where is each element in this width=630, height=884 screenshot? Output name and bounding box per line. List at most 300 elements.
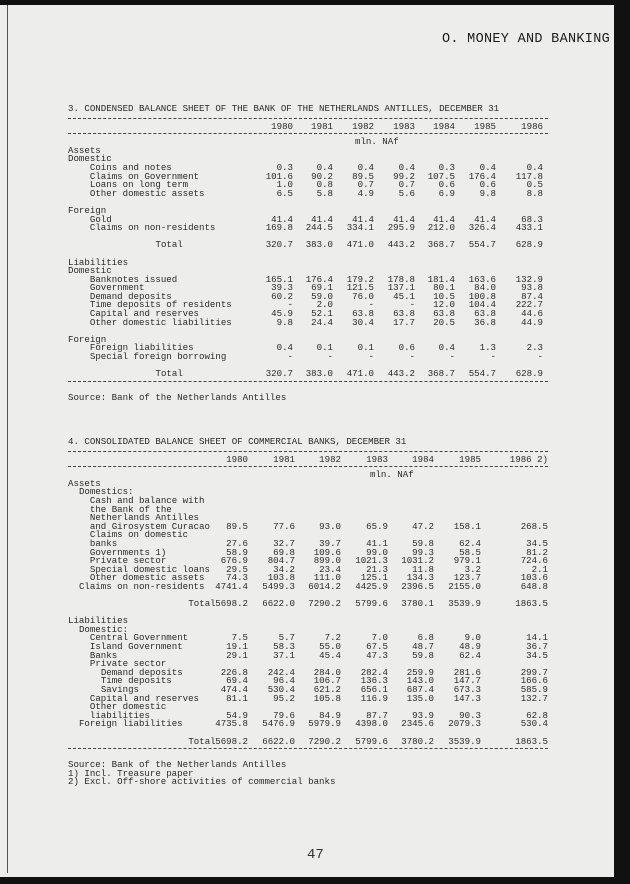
cell-value: 132.9: [515, 273, 543, 285]
cell-value: 76.0: [352, 290, 374, 302]
cell-value: 181.4: [427, 273, 455, 285]
cell-value: 295.9: [387, 222, 415, 234]
cell-value: 8.8: [526, 187, 543, 199]
unit-label: mln. NAf: [355, 136, 399, 148]
cell-value: 6014.2: [308, 580, 341, 592]
cell-value: 7.5: [231, 632, 248, 644]
spacer: [68, 250, 548, 259]
divider: [68, 451, 548, 452]
cell-value: 724.6: [520, 555, 548, 567]
cell-value: 166.6: [520, 675, 548, 687]
cell-value: 5499.3: [262, 580, 295, 592]
cell-value: 48.9: [459, 641, 481, 653]
cell-value: 158.1: [453, 520, 481, 532]
document-page: [0, 5, 614, 877]
row-label: Governments 1): [89, 546, 167, 558]
year-column-header: 1985: [459, 453, 481, 465]
cell-value: 137.1: [387, 282, 415, 294]
cell-value: 125.1: [360, 572, 388, 584]
footnote: 2) Excl. Off-shore activities of commercial banks: [68, 776, 336, 788]
cell-value: -: [368, 299, 374, 311]
cell-value: 21.3: [366, 563, 388, 575]
cell-value: 9.8: [276, 316, 293, 328]
cell-value: 101.6: [265, 170, 293, 182]
cell-value: 0.1: [316, 342, 333, 354]
table-row: [68, 580, 548, 592]
cell-value: 69.4: [226, 675, 248, 687]
year-column-header: 1986 2): [509, 453, 548, 465]
row-label: Other domestic assets: [89, 187, 205, 199]
cell-value: 2396.5: [401, 580, 434, 592]
cell-value: 41.4: [433, 213, 455, 225]
row-label: Foreign: [68, 204, 107, 216]
cell-value: 47.2: [412, 520, 434, 532]
cell-value: 1.3: [479, 342, 496, 354]
year-column-header: 1982: [352, 120, 374, 132]
year-column-header: 1984: [433, 120, 455, 132]
cell-value: 178.8: [387, 273, 415, 285]
cell-value: 368.7: [427, 368, 455, 380]
cell-value: 656.1: [360, 684, 388, 696]
table-row: [68, 353, 548, 362]
section-header: O. MONEY AND BANKING: [441, 32, 610, 47]
cell-value: 143.0: [406, 675, 434, 687]
cell-value: 95.2: [273, 692, 295, 704]
cell-value: 4741.4: [215, 580, 248, 592]
cell-value: 63.8: [433, 308, 455, 320]
cell-value: 0.4: [357, 161, 374, 173]
cell-value: 106.7: [313, 675, 341, 687]
year-column-header: 1980: [271, 120, 293, 132]
cell-value: 163.6: [468, 273, 496, 285]
cell-value: 0.4: [438, 342, 455, 354]
table-row: [68, 316, 548, 328]
cell-value: 100.8: [468, 290, 496, 302]
cell-value: 169.8: [265, 222, 293, 234]
cell-value: 979.1: [453, 555, 481, 567]
cell-value: 29.5: [226, 563, 248, 575]
cell-value: 268.5: [520, 520, 548, 532]
cell-value: 5698.2: [215, 598, 248, 610]
cell-value: 0.4: [316, 161, 333, 173]
row-label: Total: [188, 735, 216, 747]
cell-value: 5.7: [278, 632, 295, 644]
divider: [68, 466, 548, 467]
table-4-footnotes: [68, 761, 548, 787]
cell-value: -: [287, 351, 293, 363]
year-column-header: 1983: [366, 453, 388, 465]
table-row: [68, 256, 548, 268]
table-3-year-header: [68, 120, 548, 132]
footnote: 1) Incl. Treasure paper: [68, 767, 194, 779]
row-label: Other domestic assets: [89, 572, 205, 584]
year-column-header: 1981: [273, 453, 295, 465]
cell-value: 648.8: [520, 580, 548, 592]
row-label: Netherlands Antilles: [89, 512, 200, 524]
cell-value: 320.7: [265, 239, 293, 251]
cell-value: 179.2: [346, 273, 374, 285]
cell-value: 29.1: [226, 649, 248, 661]
cell-value: 804.7: [267, 555, 295, 567]
cell-value: 5.8: [316, 187, 333, 199]
cell-value: 34.5: [526, 649, 548, 661]
row-label: Banknotes issued: [89, 273, 178, 285]
row-label: Other domestic liabilities: [89, 316, 232, 328]
cell-value: 69.1: [311, 282, 333, 294]
cell-value: 63.8: [474, 308, 496, 320]
row-label: Private sector: [89, 555, 167, 567]
cell-value: 585.9: [520, 684, 548, 696]
table-row: [68, 477, 548, 489]
cell-value: 79.6: [273, 709, 295, 721]
cell-value: 433.1: [515, 222, 543, 234]
table-row: [68, 617, 548, 626]
binding-edge-line: [7, 5, 8, 873]
cell-value: 0.4: [276, 342, 293, 354]
cell-value: 90.2: [311, 170, 333, 182]
cell-value: 2345.6: [401, 718, 434, 730]
row-label: Government: [89, 282, 145, 294]
cell-value: 105.8: [313, 692, 341, 704]
cell-value: 7.2: [324, 632, 341, 644]
row-label: Total: [155, 368, 183, 380]
cell-value: 443.2: [387, 368, 415, 380]
row-label: Foreign liabilities: [78, 718, 183, 730]
year-column-header: 1981: [311, 120, 333, 132]
row-label: Total: [188, 598, 216, 610]
page-number: 47: [307, 847, 324, 863]
cell-value: 132.7: [520, 692, 548, 704]
cell-value: 147.7: [453, 675, 481, 687]
cell-value: 37.1: [273, 649, 295, 661]
row-label: Cash and balance with: [89, 494, 205, 506]
cell-value: 63.8: [393, 308, 415, 320]
row-label: Claims on non-residents: [89, 222, 216, 234]
cell-value: 67.5: [366, 641, 388, 653]
table-4: [68, 438, 548, 787]
row-label: Foreign: [68, 333, 107, 345]
cell-value: 77.6: [273, 520, 295, 532]
cell-value: 116.9: [360, 692, 388, 704]
cell-value: 80.1: [433, 282, 455, 294]
row-label: Foreign liabilities: [89, 342, 194, 354]
cell-value: 5799.6: [355, 735, 388, 747]
cell-value: 44.9: [521, 316, 543, 328]
cell-value: 334.1: [346, 222, 374, 234]
row-label: Claims on Government: [89, 170, 200, 182]
table-3-body: [68, 144, 548, 380]
year-column-header: 1986: [521, 120, 543, 132]
table-3-title: 3. CONDENSED BALANCE SHEET OF THE BANK OF THE NETHERLANDS ANTILLES, DECEMBER 31: [68, 103, 500, 114]
row-label: Demand deposits: [100, 666, 183, 678]
unit-label: mln. NAf: [370, 469, 414, 481]
cell-value: 0.4: [398, 161, 415, 173]
cell-value: 39.3: [271, 282, 293, 294]
cell-value: 17.7: [393, 316, 415, 328]
cell-value: 0.3: [276, 161, 293, 173]
table-4-body: [68, 477, 548, 747]
row-label: Other domestic: [89, 701, 167, 713]
cell-value: 121.5: [346, 282, 374, 294]
row-label: Banks: [89, 649, 118, 661]
cell-value: 90.3: [459, 709, 481, 721]
cell-value: 60.2: [271, 290, 293, 302]
table-row: [68, 370, 548, 379]
cell-value: 62.4: [459, 537, 481, 549]
cell-value: 554.7: [468, 239, 496, 251]
divider: [68, 133, 548, 134]
cell-value: 628.9: [515, 239, 543, 251]
row-label: Gold: [89, 213, 112, 225]
row-label: Time deposits of residents: [89, 299, 232, 311]
divider: [68, 381, 548, 382]
row-label: Liabilities: [68, 256, 129, 268]
cell-value: 0.3: [438, 161, 455, 173]
cell-value: -: [327, 351, 333, 363]
row-label: Capital and reserves: [89, 692, 200, 704]
cell-value: 3780.1: [401, 598, 434, 610]
cell-value: 45.4: [319, 649, 341, 661]
cell-value: 103.8: [267, 572, 295, 584]
year-column-header: 1982: [319, 453, 341, 465]
cell-value: 471.0: [346, 239, 374, 251]
cell-value: 0.5: [526, 179, 543, 191]
row-label: liabilities: [89, 709, 150, 721]
cell-value: 2.3: [526, 342, 543, 354]
cell-value: 7290.2: [308, 598, 341, 610]
table-3-unit-row: [68, 138, 548, 147]
cell-value: 0.7: [357, 179, 374, 191]
row-label: Private sector: [89, 658, 167, 670]
table-row: [68, 224, 548, 233]
cell-value: 111.0: [313, 572, 341, 584]
row-label: Liabilities: [68, 615, 129, 627]
cell-value: 41.4: [474, 213, 496, 225]
cell-value: 20.5: [433, 316, 455, 328]
cell-value: 45.1: [393, 290, 415, 302]
table-row: [68, 600, 548, 609]
cell-value: 58.3: [273, 641, 295, 653]
cell-value: 147.3: [453, 692, 481, 704]
row-label: Special domestic loans: [89, 563, 210, 575]
cell-value: 99.3: [412, 546, 434, 558]
cell-value: 41.4: [393, 213, 415, 225]
cell-value: 0.4: [526, 161, 543, 173]
table-row: [68, 735, 548, 747]
cell-value: 55.0: [319, 641, 341, 653]
cell-value: 47.3: [366, 649, 388, 661]
cell-value: 87.7: [366, 709, 388, 721]
cell-value: 5476.9: [262, 718, 295, 730]
cell-value: 48.7: [412, 641, 434, 653]
cell-value: 65.9: [366, 520, 388, 532]
cell-value: 1031.2: [401, 555, 434, 567]
cell-value: 62.4: [459, 649, 481, 661]
cell-value: 44.6: [521, 308, 543, 320]
row-label: Savings: [100, 684, 140, 696]
cell-value: 0.7: [398, 179, 415, 191]
cell-value: 63.8: [352, 308, 374, 320]
cell-value: 2155.0: [448, 580, 481, 592]
row-label: Claims on non-residents: [78, 580, 205, 592]
cell-value: 0.8: [316, 179, 333, 191]
cell-value: 676.9: [220, 555, 248, 567]
cell-value: 89.5: [226, 520, 248, 532]
cell-value: 96.4: [273, 675, 295, 687]
cell-value: 117.8: [515, 170, 543, 182]
cell-value: 24.4: [311, 316, 333, 328]
spacer: [68, 198, 548, 207]
cell-value: 81.2: [526, 546, 548, 558]
cell-value: 11.8: [412, 563, 434, 575]
cell-value: 107.5: [427, 170, 455, 182]
table-3: [68, 105, 548, 402]
cell-value: 443.2: [387, 239, 415, 251]
table-4-year-header: [68, 453, 548, 465]
cell-value: 242.4: [267, 666, 295, 678]
cell-value: 9.0: [464, 632, 481, 644]
cell-value: 14.1: [526, 632, 548, 644]
table-4-source: Source: Bank of the Netherlands Antilles: [68, 759, 287, 771]
cell-value: 176.4: [468, 170, 496, 182]
cell-value: 2.0: [316, 299, 333, 311]
cell-value: 0.6: [479, 179, 496, 191]
cell-value: 621.2: [313, 684, 341, 696]
cell-value: -: [287, 299, 293, 311]
cell-value: 54.9: [226, 709, 248, 721]
row-label: Loans on long term: [89, 179, 189, 191]
cell-value: 368.7: [427, 239, 455, 251]
cell-value: 58.9: [226, 546, 248, 558]
cell-value: 299.7: [520, 666, 548, 678]
cell-value: 6622.0: [262, 735, 295, 747]
cell-value: 41.4: [352, 213, 374, 225]
cell-value: 2079.3: [448, 718, 481, 730]
cell-value: 104.4: [468, 299, 496, 311]
row-label: Demand deposits: [89, 290, 172, 302]
cell-value: 135.0: [406, 692, 434, 704]
cell-value: 84.0: [474, 282, 496, 294]
row-label: Domestic: [68, 265, 112, 277]
cell-value: 39.7: [319, 537, 341, 549]
cell-value: -: [409, 351, 415, 363]
cell-value: 59.8: [412, 649, 434, 661]
cell-value: 4.9: [357, 187, 374, 199]
cell-value: 4735.8: [215, 718, 248, 730]
row-label: Central Government: [89, 632, 189, 644]
cell-value: 0.4: [479, 161, 496, 173]
cell-value: 5698.2: [215, 735, 248, 747]
cell-value: 30.4: [352, 316, 374, 328]
cell-value: 62.8: [526, 709, 548, 721]
cell-value: 52.1: [311, 308, 333, 320]
cell-value: 259.9: [406, 666, 434, 678]
cell-value: 34.2: [273, 563, 295, 575]
year-column-header: 1980: [226, 453, 248, 465]
cell-value: 628.9: [515, 368, 543, 380]
cell-value: 6.8: [417, 632, 434, 644]
cell-value: 34.5: [526, 537, 548, 549]
year-column-header: 1984: [412, 453, 434, 465]
cell-value: 58.5: [459, 546, 481, 558]
cell-value: 165.1: [265, 273, 293, 285]
cell-value: 474.4: [220, 684, 248, 696]
cell-value: 383.0: [305, 368, 333, 380]
cell-value: 109.6: [313, 546, 341, 558]
table-4-unit-row: [68, 471, 548, 480]
cell-value: 530.4: [520, 718, 548, 730]
cell-value: 212.0: [427, 222, 455, 234]
cell-value: 554.7: [468, 368, 496, 380]
cell-value: 59.0: [311, 290, 333, 302]
row-label: Claims on domestic: [89, 529, 189, 541]
cell-value: 36.8: [474, 316, 496, 328]
row-label: Total: [155, 239, 183, 251]
cell-value: 383.0: [305, 239, 333, 251]
cell-value: 1.0: [276, 179, 293, 191]
cell-value: 99.0: [366, 546, 388, 558]
year-column-header: 1985: [474, 120, 496, 132]
cell-value: 99.2: [393, 170, 415, 182]
cell-value: -: [409, 299, 415, 311]
cell-value: 5979.9: [308, 718, 341, 730]
spacer: [68, 609, 548, 618]
row-label: and Girosystem Curacao: [89, 520, 210, 532]
cell-value: 2.1: [531, 563, 548, 575]
cell-value: 7.0: [371, 632, 388, 644]
divider: [68, 748, 548, 749]
cell-value: 134.3: [406, 572, 434, 584]
spacer: [68, 327, 548, 336]
row-label: Assets: [68, 477, 101, 489]
cell-value: 59.8: [412, 537, 434, 549]
cell-value: 673.3: [453, 684, 481, 696]
cell-value: 36.7: [526, 641, 548, 653]
cell-value: 89.5: [352, 170, 374, 182]
cell-value: 1863.5: [515, 598, 548, 610]
cell-value: 93.8: [521, 282, 543, 294]
row-label: Coins and notes: [89, 161, 172, 173]
cell-value: 19.1: [226, 641, 248, 653]
row-label: Domestic: [68, 153, 112, 165]
cell-value: 7290.2: [308, 735, 341, 747]
row-label: Time deposits: [100, 675, 172, 687]
cell-value: 5799.6: [355, 598, 388, 610]
cell-value: 284.0: [313, 666, 341, 678]
cell-value: 326.4: [468, 222, 496, 234]
cell-value: 93.0: [319, 520, 341, 532]
cell-value: 282.4: [360, 666, 388, 678]
row-label: banks: [89, 537, 118, 549]
table-row: [68, 187, 548, 199]
cell-value: 23.4: [319, 563, 341, 575]
row-label: Assets: [68, 144, 101, 156]
cell-value: 123.7: [453, 572, 481, 584]
cell-value: 68.3: [521, 213, 543, 225]
row-label: Island Government: [89, 641, 183, 653]
cell-value: -: [368, 351, 374, 363]
row-label: Domestics:: [78, 486, 134, 498]
cell-value: 281.6: [453, 666, 481, 678]
cell-value: 6.9: [438, 187, 455, 199]
cell-value: 0.1: [357, 342, 374, 354]
cell-value: 176.4: [305, 273, 333, 285]
cell-value: 136.3: [360, 675, 388, 687]
cell-value: 4425.9: [355, 580, 388, 592]
table-3-source: Source: Bank of the Netherlands Antilles: [68, 391, 287, 403]
cell-value: 530.4: [267, 684, 295, 696]
cell-value: 27.6: [226, 537, 248, 549]
